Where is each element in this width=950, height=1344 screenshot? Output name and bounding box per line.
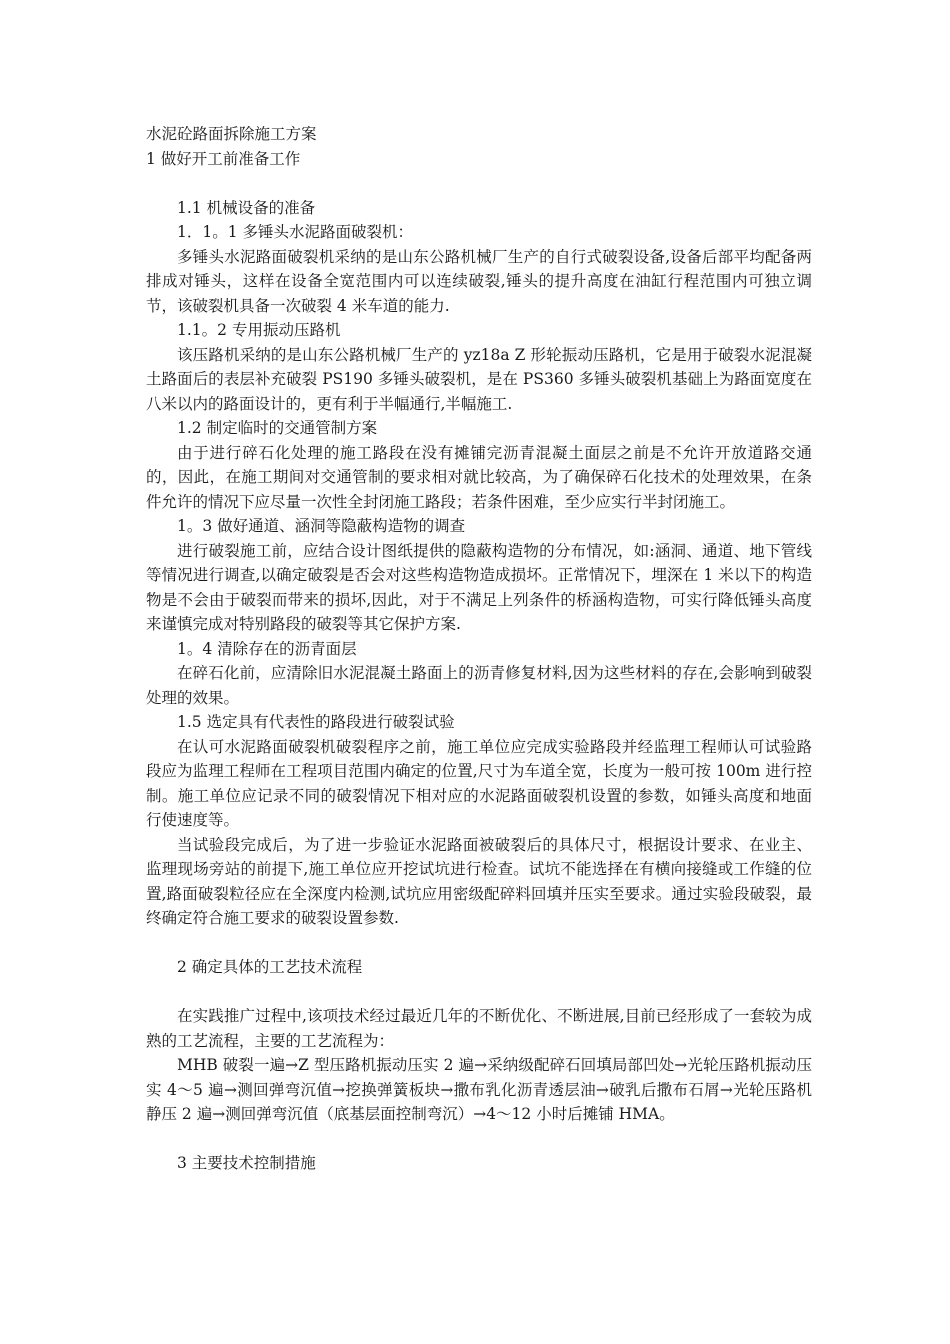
section-1-3-heading: 1。3 做好通道、涵洞等隐蔽构造物的调查 — [177, 517, 466, 535]
blank-line — [146, 931, 812, 956]
blank-line — [146, 171, 812, 196]
paragraph-process-intro: 在实践推广过程中,该项技术经过最近几年的不断优化、不断进展,目前已经形成了一套较为成熟的工艺流程，主要的工艺流程为： — [146, 1007, 812, 1050]
section-1-5-heading: 1.5 选定具有代表性的路段进行破裂试验 — [177, 713, 455, 731]
section-1-4-heading: 1。4 清除存在的沥青面层 — [177, 639, 357, 658]
paragraph-trial: 在认可水泥路面破裂机破裂程序之前，施工单位应完成实验路段并经监理工程师认可试验路段应为监理工程师在工程项目范围内确定的位置,尺寸为车道全宽，长度为一般可按 100m 进行控制。施工单位应记录不同的破裂情况下相对应的水泥路面破裂机设置的参数，如锤头高度和地面行使速度等。 — [146, 737, 812, 829]
section-3-heading: 3 主要技术控制措施 — [177, 1154, 316, 1172]
section-1-1-2-heading: 1.1。2 专用振动压路机 — [177, 321, 341, 339]
document-title: 水泥砼路面拆除施工方案 — [146, 125, 317, 143]
section-1-1-1-heading: 1．1。1 多锤头水泥路面破裂机： — [177, 223, 414, 241]
paragraph-traffic: 由于进行碎石化处理的施工路段在没有摊铺完沥青混凝土面层之前是不允许开放道路交通的，因此，在施工期间对交通管制的要求相对就比较高，为了确保碎石化技术的处理效果，在条件允许的情况下应尽量一次性全封闭施工路段；若条件困难，至少应实行半封闭施工。 — [146, 443, 812, 511]
document-page — [146, 122, 812, 1176]
section-1-heading: 1 做好开工前准备工作 — [146, 149, 301, 168]
paragraph-breaker: 多锤头水泥路面破裂机采纳的是山东公路机械厂生产的自行式破裂设备,设备后部平均配备两排成对锤头，这样在设备全宽范围内可以连续破裂,锤头的提升高度在油缸行程范围内可独立调节，该破裂机具备一次破裂 4 米车道的能力. — [146, 247, 812, 315]
section-2-heading: 2 确定具体的工艺技术流程 — [177, 958, 363, 976]
paragraph-roller: 该压路机采纳的是山东公路机械厂生产的 yz18a Z 形轮振动压路机，它是用于破裂水泥混凝土路面后的表层补充破裂 PS190 多锤头破裂机，是在 PS360 多锤头破裂机基础上为路面宽度在八米以内的路面设计的，更有利于半幅通行,半幅施工. — [146, 345, 812, 413]
blank-line — [146, 980, 812, 1005]
section-1-1-heading: 1.1 机械设备的准备 — [177, 198, 316, 217]
paragraph-culverts: 进行破裂施工前，应结合设计图纸提供的隐蔽构造物的分布情况，如:涵洞、通道、地下管线等情况进行调查,以确定破裂是否会对这些构造物造成损坏。正常情况下，埋深在 1 米以下的构造物是不会由于破裂而带来的损坏,因此，对于不满足上列条件的桥涵构造物，可实行降低锤头高度来谨慎完成对特别路段的破裂等其它保护方案. — [146, 541, 812, 633]
section-1-2-heading: 1.2 制定临时的交通管制方案 — [177, 419, 378, 437]
paragraph-asphalt: 在碎石化前，应清除旧水泥混凝土路面上的沥青修复材料,因为这些材料的存在,会影响到破裂处理的效果。 — [146, 664, 812, 707]
paragraph-process-flow: MHB 破裂一遍→Z 型压路机振动压实 2 遍→采纳级配碎石回填局部凹处→光轮压路机振动压实 4～5 遍→测回弹弯沉值→挖换弹簧板块→撒布乳化沥青透层油→破乳后撒布石屑→光轮压路机静压 2 遍→测回弹弯沉值（底基层面控制弯沉）→4～12 小时后摊铺 HMA。 — [146, 1056, 812, 1123]
blank-line — [146, 1127, 812, 1152]
paragraph-test-pit: 当试验段完成后，为了进一步验证水泥路面被破裂后的具体尺寸，根据设计要求、在业主、监理现场旁站的前提下,施工单位应开挖试坑进行检查。试坑不能选择在有横向接缝或工作缝的位置,路面破裂粒径应在全深度内检测,试坑应用密级配碎料回填并压实至要求。通过实验段破裂，最终确定符合施工要求的破裂设置参数. — [146, 835, 812, 927]
